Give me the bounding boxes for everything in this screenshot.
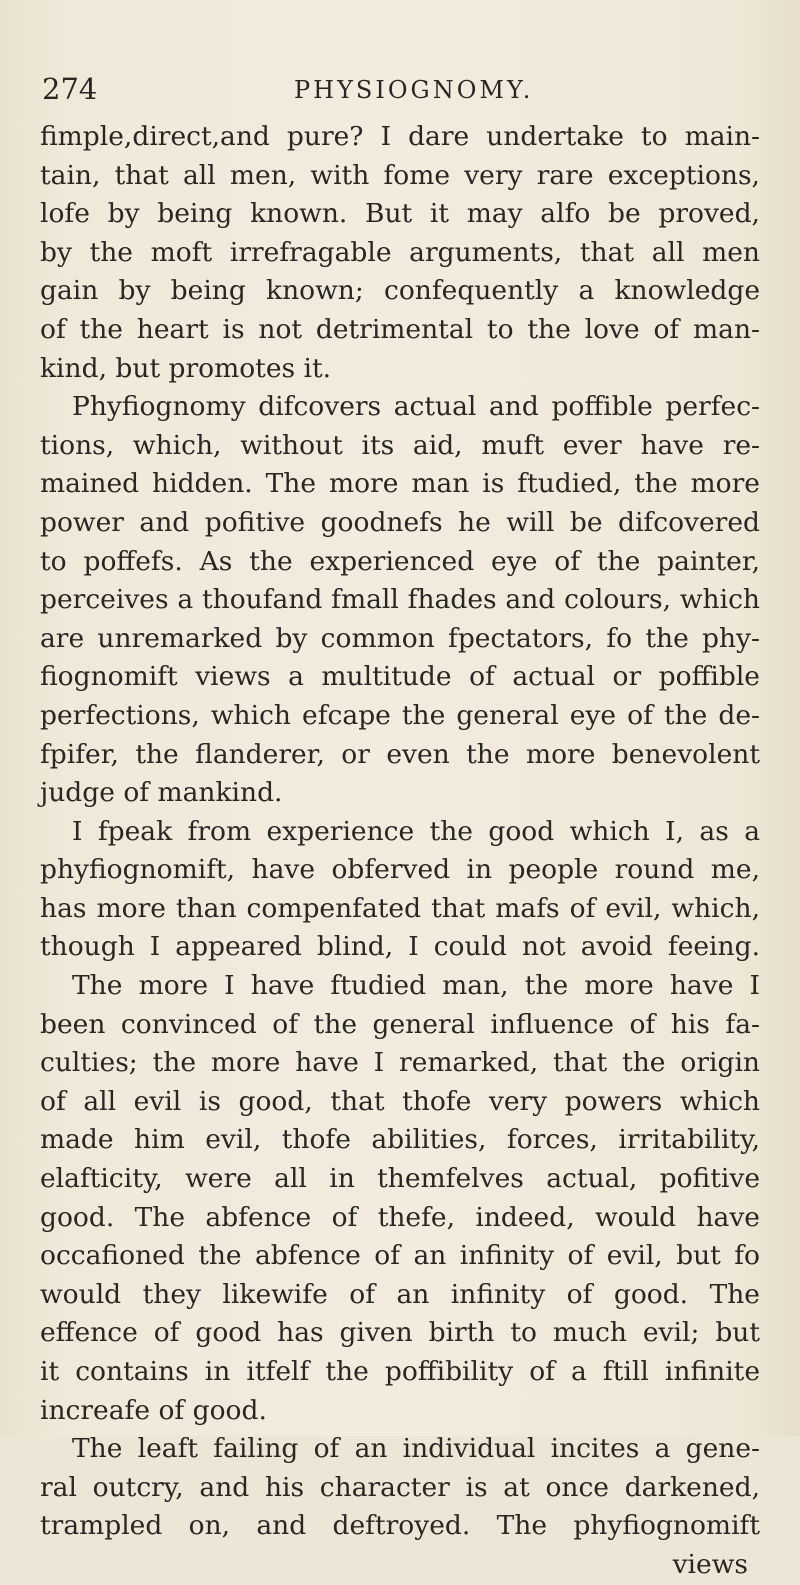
text-line: fiognomift views a multitude of actual or poffible — [40, 661, 760, 693]
text-line: tions, which, without its aid, muft ever have re- — [40, 429, 760, 461]
text-line: of the heart is not detrimental to the love of man- — [40, 313, 760, 345]
text-line: increafe of good. — [40, 1394, 267, 1426]
text-line: good. The abfence of thefe, indeed, would have — [40, 1201, 760, 1233]
text-line: The more I have ftudied man, the more have I — [72, 970, 760, 1002]
text-line: power and pofitive goodnefs he will be difcovered — [40, 506, 760, 538]
running-title: PHYSIOGNOMY. — [294, 76, 534, 104]
text-line: judge of mankind. — [40, 777, 283, 809]
text-line: culties; the more have I remarked, that the origin — [40, 1047, 760, 1079]
page-header — [42, 72, 732, 112]
text-line: gain by being known; confequently a knowledge — [40, 275, 760, 307]
text-line: to poffefs. As the experienced eye of the painter, — [40, 545, 760, 577]
text-line: kind, but promotes it. — [40, 352, 332, 384]
text-line: are unremarked by common fpectators, fo the phy- — [40, 622, 760, 654]
catchword: views — [672, 1548, 748, 1580]
text-line: perceives a thoufand fmall fhades and colours, which — [40, 584, 760, 616]
text-line: trampled on, and deftroyed. The phyfiognomift — [40, 1510, 760, 1542]
text-line: The leaft failing of an individual incites a gene- — [72, 1433, 760, 1465]
text-line: occafioned the abfence of an infinity of evil, but fo — [40, 1240, 760, 1272]
text-line: fimple,direct,and pure? I dare undertake to main- — [40, 121, 760, 152]
text-line: been convinced of the general influence of his fa- — [40, 1008, 760, 1040]
text-line: by the moft irrefragable arguments, that all men — [40, 236, 760, 268]
page-number: 274 — [42, 72, 98, 106]
text-line: effence of good has given birth to much evil; but — [40, 1317, 760, 1349]
text-line: would they likewife of an infinity of good. The — [40, 1278, 760, 1310]
text-line: I fpeak from experience the good which I, as a — [72, 815, 760, 847]
body-text — [40, 118, 760, 1585]
text-line: elafticity, were all in themfelves actual, pofitive — [40, 1163, 760, 1195]
text-line: phyfiognomift, have obferved in people round me, — [40, 854, 760, 886]
text-line: Phyfiognomy difcovers actual and poffible perfec- — [72, 391, 760, 423]
text-line: it contains in itfelf the poffibility of a ftill infinite — [40, 1356, 760, 1387]
text-line: lofe by being known. But it may alfo be proved, — [40, 198, 760, 230]
text-line: ral outcry, and his character is at once darkened, — [40, 1471, 760, 1503]
text-line: of all evil is good, that thofe very powers which — [40, 1085, 760, 1117]
text-line: fpifer, the flanderer, or even the more benevolent — [40, 738, 760, 770]
text-line: tain, that all men, with fome very rare exceptions, — [40, 159, 760, 191]
text-line: made him evil, thofe abilities, forces, irritability, — [40, 1124, 760, 1156]
text-line: perfections, which efcape the general eye of the de- — [40, 699, 760, 731]
text-line: has more than compenfated that mafs of evil, which, — [40, 892, 760, 924]
text-line: though I appeared blind, I could not avoid feeing. — [40, 931, 760, 963]
text-line: mained hidden. The more man is ftudied, the more — [40, 468, 760, 500]
